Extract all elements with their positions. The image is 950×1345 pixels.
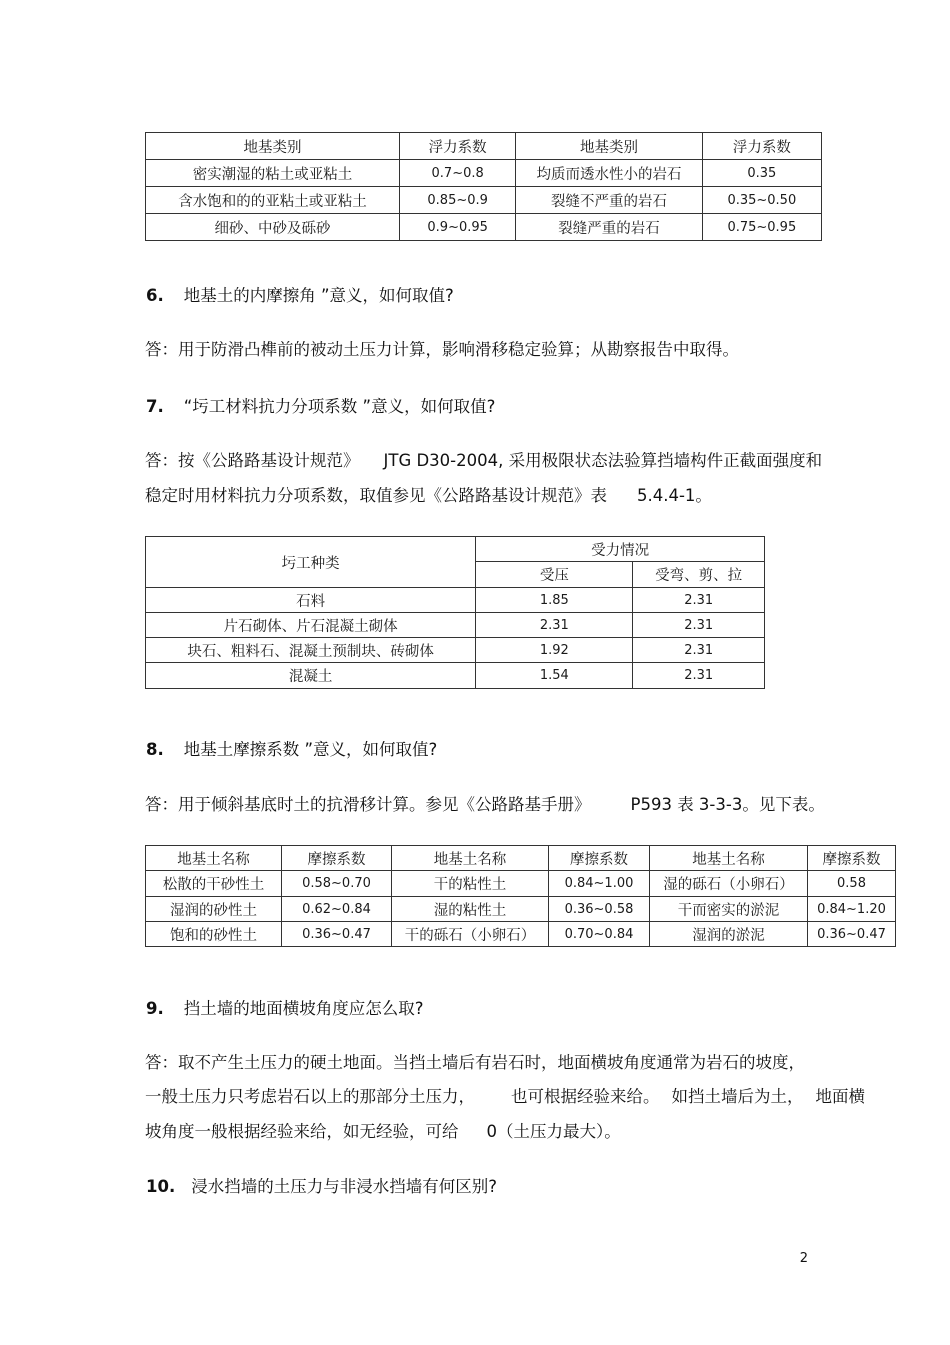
table-cell: 0.35 bbox=[702, 160, 821, 187]
friction-coefficient-table bbox=[145, 845, 896, 947]
table-cell: 0.35~0.50 bbox=[702, 187, 821, 214]
table-cell: 裂缝严重的岩石 bbox=[516, 214, 702, 241]
answer-7-line-2 bbox=[145, 482, 712, 506]
table-cell: 细砂、中砂及砾砂 bbox=[146, 214, 400, 241]
question-number: 7. bbox=[146, 397, 164, 416]
table-header: 摩擦系数 bbox=[808, 846, 896, 871]
table-cell: 松散的干砂性土 bbox=[146, 871, 282, 897]
table-cell: 片石砌体、片石混凝土砌体 bbox=[146, 613, 476, 638]
table-header: 地基类别 bbox=[516, 133, 702, 160]
question-number: 6. bbox=[146, 286, 164, 305]
question-text: 挡土墙的地面横坡角度应怎么取? bbox=[183, 999, 424, 1018]
table-cell: 2.31 bbox=[476, 613, 633, 638]
question-text: 地基土的内摩擦角 ”意义，如何取值? bbox=[183, 286, 454, 305]
table-cell: 2.31 bbox=[633, 613, 765, 638]
answer-9-line-1: 答：取不产生土压力的硬土地面。当挡土墙后有岩石时，地面横坡角度通常为岩石的坡度， bbox=[145, 1053, 805, 1072]
table-cell: 密实潮湿的粘土或亚粘土 bbox=[146, 160, 400, 187]
table-cell: 0.84~1.20 bbox=[808, 897, 896, 922]
table-header: 地基土名称 bbox=[146, 846, 282, 871]
table-header: 受压 bbox=[476, 562, 633, 588]
table-cell: 混凝土 bbox=[146, 663, 476, 689]
answer-text: 如挡土墙后为土， bbox=[671, 1087, 804, 1106]
answer-text: 0（土压力最大）。 bbox=[486, 1122, 621, 1141]
table-cell: 1.85 bbox=[476, 588, 633, 613]
table-cell: 干而密实的淤泥 bbox=[650, 897, 808, 922]
table-header: 摩擦系数 bbox=[549, 846, 650, 871]
table-cell: 1.54 bbox=[476, 663, 633, 689]
table-cell: 石料 bbox=[146, 588, 476, 613]
table-cell: 湿的砾石（小卵石） bbox=[650, 871, 808, 897]
table-header: 浮力系数 bbox=[702, 133, 821, 160]
answer-text: 坡角度一般根据经验来给，如无经验，可给 bbox=[145, 1122, 459, 1141]
answer-text: 也可根据经验来给。 bbox=[511, 1087, 660, 1106]
answer-7-line-1 bbox=[145, 447, 822, 471]
table-cell: 块石、粗料石、混凝土预制块、砖砌体 bbox=[146, 638, 476, 663]
table-header: 圬工种类 bbox=[146, 537, 476, 588]
table-cell: 均质而透水性小的岩石 bbox=[516, 160, 702, 187]
question-text: “圬工材料抗力分项系数 ”意义，如何取值? bbox=[183, 397, 496, 416]
table-cell: 0.9~0.95 bbox=[400, 214, 516, 241]
table-cell: 饱和的砂性土 bbox=[146, 922, 282, 947]
question-text: 浸水挡墙的土压力与非浸水挡墙有何区别? bbox=[191, 1177, 497, 1196]
table-cell: 湿润的淤泥 bbox=[650, 922, 808, 947]
table-cell: 含水饱和的的亚粘土或亚粘土 bbox=[146, 187, 400, 214]
answer-8 bbox=[145, 791, 825, 815]
table-cell: 0.75~0.95 bbox=[702, 214, 821, 241]
answer-text: 一般土压力只考虑岩石以上的那部分土压力， bbox=[145, 1087, 475, 1106]
table-cell: 干的砾石（小卵石） bbox=[392, 922, 549, 947]
table-cell: 0.62~0.84 bbox=[282, 897, 392, 922]
table-cell: 0.58~0.70 bbox=[282, 871, 392, 897]
table-cell: 0.70~0.84 bbox=[549, 922, 650, 947]
page-number: 2 bbox=[799, 1251, 808, 1266]
table-header: 摩擦系数 bbox=[282, 846, 392, 871]
answer-text: P593 表 3-3-3。见下表。 bbox=[630, 795, 825, 814]
table-cell: 0.85~0.9 bbox=[400, 187, 516, 214]
table-cell: 0.58 bbox=[808, 871, 896, 897]
question-8 bbox=[146, 736, 437, 760]
table-header: 受力情况 bbox=[476, 537, 765, 562]
table-header: 地基类别 bbox=[146, 133, 400, 160]
question-number: 9. bbox=[146, 999, 164, 1018]
table-cell: 0.84~1.00 bbox=[549, 871, 650, 897]
question-6 bbox=[146, 282, 454, 306]
answer-9-line-2 bbox=[145, 1083, 865, 1107]
buoyancy-table bbox=[145, 132, 822, 241]
table-cell: 干的粘性土 bbox=[392, 871, 549, 897]
question-7 bbox=[146, 393, 495, 417]
table-cell: 0.36~0.47 bbox=[808, 922, 896, 947]
answer-text: 答：用于倾斜基底时土的抗滑移计算。参见《公路路基手册》 bbox=[145, 795, 591, 814]
table-cell: 湿的粘性土 bbox=[392, 897, 549, 922]
question-10 bbox=[146, 1173, 497, 1197]
table-cell: 0.36~0.58 bbox=[549, 897, 650, 922]
answer-9-line-3 bbox=[145, 1118, 621, 1142]
table-cell: 0.36~0.47 bbox=[282, 922, 392, 947]
table-cell: 2.31 bbox=[633, 588, 765, 613]
table-header: 地基土名称 bbox=[650, 846, 808, 871]
table-cell: 湿润的砂性土 bbox=[146, 897, 282, 922]
question-text: 地基土摩擦系数 ”意义，如何取值? bbox=[183, 740, 438, 759]
answer-text: 地面横 bbox=[815, 1087, 865, 1106]
question-number: 10. bbox=[146, 1177, 176, 1196]
table-cell: 2.31 bbox=[633, 638, 765, 663]
table-header: 地基土名称 bbox=[392, 846, 549, 871]
question-9 bbox=[146, 995, 424, 1019]
table-cell: 2.31 bbox=[633, 663, 765, 689]
answer-text: 稳定时用材料抗力分项系数，取值参见《公路路基设计规范》表 bbox=[145, 486, 607, 505]
table-cell: 1.92 bbox=[476, 638, 633, 663]
answer-text: 答：按《公路路基设计规范》 bbox=[145, 451, 360, 470]
table-header: 受弯、剪、拉 bbox=[633, 562, 765, 588]
answer-text: JTG D30-2004, 采用极限状态法验算挡墙构件正截面强度和 bbox=[383, 451, 823, 470]
table-cell: 裂缝不严重的岩石 bbox=[516, 187, 702, 214]
table-cell: 0.7~0.8 bbox=[400, 160, 516, 187]
question-number: 8. bbox=[146, 740, 164, 759]
answer-text: 5.4.4-1。 bbox=[637, 486, 712, 505]
answer-6: 答：用于防滑凸榫前的被动土压力计算，影响滑移稳定验算；从勘察报告中取得。 bbox=[145, 340, 739, 359]
material-resistance-table bbox=[145, 536, 765, 689]
table-header: 浮力系数 bbox=[400, 133, 516, 160]
